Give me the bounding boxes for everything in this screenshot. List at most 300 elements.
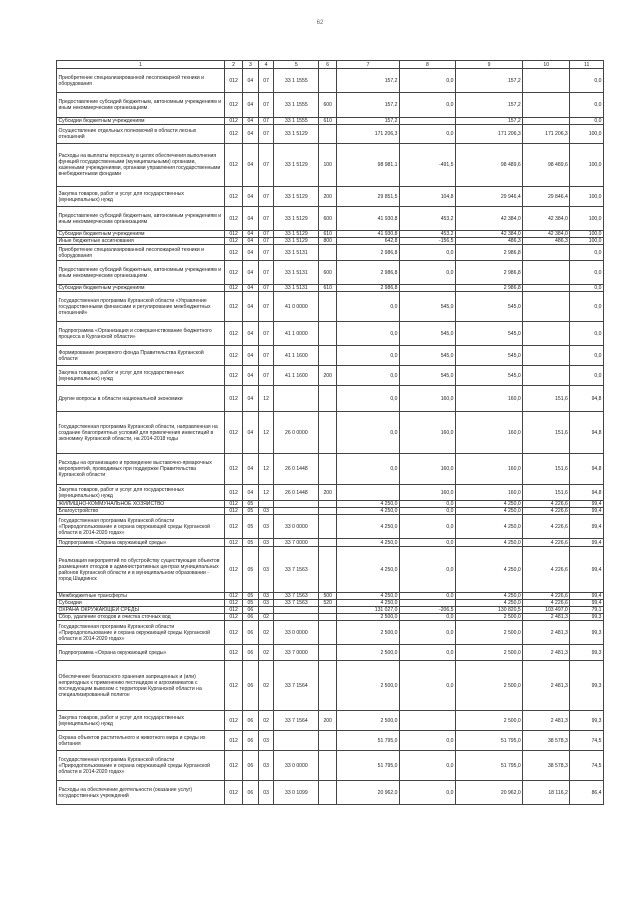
execution-percent: 74,5: [570, 731, 604, 751]
page-number: 62: [316, 20, 324, 26]
subsection-code: [258, 607, 274, 614]
item-name: Государственная программа Курганской области «Природопользование и охрана окружающей среды Курганской области в 2014-2020 годах»: [57, 515, 225, 539]
revised-plan: 4 250,0: [455, 508, 522, 515]
execution-percent: 100,0: [570, 238, 604, 245]
subsection-code: [258, 501, 274, 508]
target-code: 26 0 0000: [274, 412, 319, 454]
item-name: Закупка товаров, работ и услуг для государственных (муниципальных) нужд: [57, 366, 225, 386]
subsection-code: 07: [258, 245, 274, 261]
table-row: [57, 607, 604, 614]
revised-plan: 160,0: [455, 485, 522, 501]
expense-type: [319, 346, 337, 366]
executed: 2 481,3: [523, 711, 570, 731]
executed: 98 489,6: [523, 144, 570, 187]
column-number: 4: [258, 61, 274, 69]
changes: 453,2: [399, 231, 455, 238]
item-name: Государственная программа Курганской области «Управление государственными финансами и регулирование межбюджетных отношений»: [57, 292, 225, 322]
subsection-code: 07: [258, 207, 274, 231]
item-name: Охрана объектов растительного и животного мира и среды их обитания: [57, 731, 225, 751]
executed: [523, 322, 570, 346]
table-row: [57, 454, 604, 485]
subsection-code: 03: [258, 508, 274, 515]
approved-plan: 157,2: [337, 118, 400, 125]
table-row: [57, 547, 604, 593]
executed: 42 384,0: [523, 231, 570, 238]
table-row: [57, 346, 604, 366]
subsection-code: 02: [258, 621, 274, 645]
revised-plan: 4 250,0: [455, 593, 522, 600]
admin-code: 012: [225, 187, 243, 207]
admin-code: 012: [225, 207, 243, 231]
executed: 103 497,0: [523, 607, 570, 614]
target-code: 33 0 0000: [274, 621, 319, 645]
executed: 171 206,3: [523, 125, 570, 144]
item-name: Расходы на обеспечение деятельности (оказание услуг) государственных учреждений: [57, 781, 225, 805]
target-code: 33 1 5129: [274, 238, 319, 245]
target-code: [274, 607, 319, 614]
expense-type: [319, 508, 337, 515]
item-name: Межбюджетные трансферты: [57, 593, 225, 600]
admin-code: 012: [225, 593, 243, 600]
subsection-code: 03: [258, 731, 274, 751]
table-row: [57, 600, 604, 607]
expense-type: [319, 731, 337, 751]
table-row: [57, 125, 604, 144]
section-code: 05: [243, 515, 259, 539]
approved-plan: 2 500,0: [337, 661, 400, 711]
expense-type: 610: [319, 118, 337, 125]
column-number: 10: [523, 61, 570, 69]
item-name: Подпрограмма «Охрана окружающей среды»: [57, 645, 225, 661]
executed: [523, 346, 570, 366]
table-row: [57, 593, 604, 600]
table-row: [57, 231, 604, 238]
revised-plan: 2 986,8: [455, 261, 522, 285]
changes: 545,0: [399, 346, 455, 366]
revised-plan: 2 986,8: [455, 245, 522, 261]
target-code: 41 0 0000: [274, 292, 319, 322]
column-number: 5: [274, 61, 319, 69]
table-row: [57, 751, 604, 781]
execution-percent: 94,8: [570, 485, 604, 501]
table-row: [57, 781, 604, 805]
execution-percent: 0,0: [570, 69, 604, 93]
expense-type: [319, 607, 337, 614]
expense-type: [319, 781, 337, 805]
execution-percent: 94,8: [570, 412, 604, 454]
target-code: 33 0 0000: [274, 751, 319, 781]
table-row: [57, 118, 604, 125]
target-code: 33 1 1555: [274, 118, 319, 125]
budget-table: [56, 60, 604, 805]
changes: 0,0: [399, 69, 455, 93]
revised-plan: 2 500,0: [455, 711, 522, 731]
approved-plan: 4 250,0: [337, 547, 400, 593]
approved-plan: 20 962,0: [337, 781, 400, 805]
subsection-code: 07: [258, 144, 274, 187]
admin-code: 012: [225, 285, 243, 292]
target-code: 33 1 5129: [274, 144, 319, 187]
admin-code: 012: [225, 661, 243, 711]
section-code: 06: [243, 781, 259, 805]
admin-code: 012: [225, 69, 243, 93]
item-name: Иные бюджетные ассигнования: [57, 238, 225, 245]
subsection-code: 02: [258, 614, 274, 621]
admin-code: 012: [225, 614, 243, 621]
admin-code: 012: [225, 93, 243, 118]
section-code: 04: [243, 187, 259, 207]
approved-plan: 2 500,0: [337, 614, 400, 621]
approved-plan: [337, 485, 400, 501]
approved-plan: 2 986,8: [337, 285, 400, 292]
admin-code: 012: [225, 245, 243, 261]
expense-type: 100: [319, 144, 337, 187]
execution-percent: 99,3: [570, 614, 604, 621]
section-code: 05: [243, 539, 259, 547]
approved-plan: 0,0: [337, 346, 400, 366]
admin-code: 012: [225, 144, 243, 187]
executed: [523, 93, 570, 118]
admin-code: 012: [225, 366, 243, 386]
table-row: [57, 93, 604, 118]
expense-type: [319, 539, 337, 547]
execution-percent: 99,4: [570, 508, 604, 515]
revised-plan: 2 500,0: [455, 645, 522, 661]
section-code: 04: [243, 93, 259, 118]
expense-type: 610: [319, 231, 337, 238]
admin-code: 012: [225, 781, 243, 805]
target-code: 33 1 5129: [274, 187, 319, 207]
section-code: 04: [243, 261, 259, 285]
table-row: [57, 645, 604, 661]
changes: 453,2: [399, 207, 455, 231]
item-name: Субсидии бюджетным учреждениям: [57, 118, 225, 125]
item-name: Приобретение специализированной лесопожарной техники и оборудования: [57, 245, 225, 261]
revised-plan: 4 250,0: [455, 515, 522, 539]
execution-percent: 0,0: [570, 261, 604, 285]
executed: [523, 245, 570, 261]
section-code: 05: [243, 600, 259, 607]
execution-percent: 99,4: [570, 501, 604, 508]
revised-plan: 98 489,6: [455, 144, 522, 187]
admin-code: 012: [225, 501, 243, 508]
target-code: 33 7 1563: [274, 600, 319, 607]
executed: [523, 118, 570, 125]
item-name: ЖИЛИЩНО-КОММУНАЛЬНОЕ ХОЗЯЙСТВО: [57, 501, 225, 508]
table-row: [57, 501, 604, 508]
subsection-code: 12: [258, 485, 274, 501]
revised-plan: 2 986,8: [455, 285, 522, 292]
execution-percent: 99,3: [570, 621, 604, 645]
subsection-code: 07: [258, 125, 274, 144]
item-name: Государственная программа Курганской области, направленная на создание благоприятных условий для привлечения инвестиций в экономику Курганской области, на 2014-2018 годы: [57, 412, 225, 454]
approved-plan: 4 250,0: [337, 501, 400, 508]
approved-plan: 0,0: [337, 322, 400, 346]
executed: [523, 292, 570, 322]
table-row: [57, 322, 604, 346]
subsection-code: 12: [258, 412, 274, 454]
target-code: 26 0 1448: [274, 454, 319, 485]
execution-percent: 74,5: [570, 751, 604, 781]
item-name: Обеспечение безопасного хранения запрещенных и (или) непригодных к применению пестицидов и агрохимикатов с последующим вывозом с территории Курганской области на специализированный полигон: [57, 661, 225, 711]
execution-percent: 100,0: [570, 144, 604, 187]
subsection-code: 07: [258, 69, 274, 93]
revised-plan: 545,0: [455, 366, 522, 386]
section-code: 05: [243, 547, 259, 593]
approved-plan: 157,2: [337, 69, 400, 93]
section-code: 06: [243, 621, 259, 645]
revised-plan: 2 500,0: [455, 621, 522, 645]
section-code: 04: [243, 346, 259, 366]
approved-plan: 0,0: [337, 292, 400, 322]
executed: 4 226,6: [523, 593, 570, 600]
execution-percent: 99,4: [570, 539, 604, 547]
revised-plan: 160,0: [455, 386, 522, 412]
section-code: 04: [243, 485, 259, 501]
section-code: 04: [243, 245, 259, 261]
revised-plan: 2 500,0: [455, 614, 522, 621]
expense-type: [319, 501, 337, 508]
execution-percent: 0,0: [570, 322, 604, 346]
executed: 38 578,3: [523, 751, 570, 781]
section-code: 04: [243, 207, 259, 231]
admin-code: 012: [225, 118, 243, 125]
execution-percent: 100,0: [570, 187, 604, 207]
section-code: 05: [243, 501, 259, 508]
admin-code: 012: [225, 600, 243, 607]
changes: 0,0: [399, 731, 455, 751]
table-row: [57, 285, 604, 292]
subsection-code: 02: [258, 711, 274, 731]
section-code: 04: [243, 322, 259, 346]
changes: [399, 711, 455, 731]
admin-code: 012: [225, 412, 243, 454]
section-code: 04: [243, 454, 259, 485]
executed: 2 481,3: [523, 645, 570, 661]
item-name: Закупка товаров, работ и услуг для государственных (муниципальных) нужд: [57, 485, 225, 501]
executed: [523, 69, 570, 93]
item-name: Подпрограмма «Организация и совершенствование бюджетного процесса в Курганской области»: [57, 322, 225, 346]
expense-type: [319, 386, 337, 412]
changes: 0,0: [399, 661, 455, 711]
changes: [399, 118, 455, 125]
changes: 0,0: [399, 781, 455, 805]
table-row: [57, 144, 604, 187]
admin-code: 012: [225, 731, 243, 751]
revised-plan: 160,0: [455, 412, 522, 454]
target-code: 33 7 1564: [274, 711, 319, 731]
executed: [523, 261, 570, 285]
revised-plan: 171 206,3: [455, 125, 522, 144]
section-code: 05: [243, 508, 259, 515]
admin-code: 012: [225, 485, 243, 501]
expense-type: [319, 515, 337, 539]
item-name: Осуществление отдельных полномочий в области лесных отношений: [57, 125, 225, 144]
admin-code: 012: [225, 508, 243, 515]
target-code: 41 1 1600: [274, 346, 319, 366]
approved-plan: 0,0: [337, 412, 400, 454]
execution-percent: 0,0: [570, 93, 604, 118]
subsection-code: 03: [258, 781, 274, 805]
revised-plan: 130 820,5: [455, 607, 522, 614]
execution-percent: 0,0: [570, 285, 604, 292]
approved-plan: 2 500,0: [337, 645, 400, 661]
approved-plan: 4 250,0: [337, 515, 400, 539]
target-code: 33 0 1099: [274, 781, 319, 805]
changes: 0,0: [399, 621, 455, 645]
expense-type: 600: [319, 261, 337, 285]
execution-percent: 100,0: [570, 207, 604, 231]
target-code: 33 1 1555: [274, 69, 319, 93]
changes: 0,0: [399, 245, 455, 261]
executed: 4 226,6: [523, 501, 570, 508]
section-code: 06: [243, 614, 259, 621]
item-name: Субсидии бюджетным учреждениям: [57, 285, 225, 292]
target-code: 33 7 1563: [274, 547, 319, 593]
changes: 160,0: [399, 412, 455, 454]
executed: 4 226,6: [523, 508, 570, 515]
subsection-code: 12: [258, 386, 274, 412]
target-code: 26 0 1448: [274, 485, 319, 501]
approved-plan: 4 250,0: [337, 593, 400, 600]
revised-plan: 160,0: [455, 454, 522, 485]
item-name: Приобретение специализированной лесопожарной техники и оборудования: [57, 69, 225, 93]
table-row: [57, 508, 604, 515]
target-code: 33 1 5129: [274, 125, 319, 144]
expense-type: [319, 614, 337, 621]
target-code: 33 7 0000: [274, 539, 319, 547]
executed: 4 226,6: [523, 600, 570, 607]
changes: [399, 600, 455, 607]
approved-plan: 2 500,0: [337, 621, 400, 645]
subsection-code: 12: [258, 454, 274, 485]
revised-plan: 486,3: [455, 238, 522, 245]
changes: 0,0: [399, 515, 455, 539]
approved-plan: 4 250,0: [337, 539, 400, 547]
approved-plan: 157,2: [337, 93, 400, 118]
target-code: 33 7 0000: [274, 645, 319, 661]
approved-plan: 41 930,8: [337, 231, 400, 238]
section-code: 04: [243, 69, 259, 93]
executed: [523, 366, 570, 386]
admin-code: 012: [225, 607, 243, 614]
revised-plan: 157,2: [455, 69, 522, 93]
table-row: [57, 515, 604, 539]
item-name: Государственная программа Курганской области «Природопользование и охрана окружающей среды Курганской области в 2014-2020 годах»: [57, 621, 225, 645]
expense-type: [319, 292, 337, 322]
subsection-code: 07: [258, 292, 274, 322]
section-code: 06: [243, 607, 259, 614]
changes: 0,0: [399, 261, 455, 285]
item-name: Предоставление субсидий бюджетным, автономным учреждениям и иным некоммерческим организациям: [57, 207, 225, 231]
target-code: [274, 731, 319, 751]
execution-percent: 99,3: [570, 661, 604, 711]
changes: 160,0: [399, 485, 455, 501]
changes: 160,0: [399, 386, 455, 412]
target-code: 33 1 5131: [274, 285, 319, 292]
expense-type: [319, 751, 337, 781]
admin-code: 012: [225, 539, 243, 547]
expense-type: [319, 322, 337, 346]
executed: 29 846,4: [523, 187, 570, 207]
expense-type: 800: [319, 238, 337, 245]
approved-plan: 51 795,0: [337, 751, 400, 781]
subsection-code: 03: [258, 539, 274, 547]
section-code: 06: [243, 711, 259, 731]
executed: 18 116,2: [523, 781, 570, 805]
target-code: 33 7 1563: [274, 593, 319, 600]
executed: 2 481,3: [523, 661, 570, 711]
column-number: 8: [399, 61, 455, 69]
approved-plan: 0,0: [337, 366, 400, 386]
item-name: Сбор, удаление отходов и очистка сточных вод: [57, 614, 225, 621]
table-row: [57, 614, 604, 621]
target-code: [274, 501, 319, 508]
execution-percent: 99,3: [570, 711, 604, 731]
execution-percent: 99,4: [570, 515, 604, 539]
column-number: 3: [243, 61, 259, 69]
expense-type: 600: [319, 207, 337, 231]
execution-percent: 79,1: [570, 607, 604, 614]
expense-type: [319, 412, 337, 454]
changes: 0,0: [399, 501, 455, 508]
expense-type: 200: [319, 711, 337, 731]
admin-code: 012: [225, 238, 243, 245]
table-row: [57, 238, 604, 245]
subsection-code: 07: [258, 118, 274, 125]
table-row: [57, 245, 604, 261]
target-code: [274, 614, 319, 621]
expense-type: 600: [319, 93, 337, 118]
table-row: [57, 539, 604, 547]
executed: 486,3: [523, 238, 570, 245]
section-code: 06: [243, 751, 259, 781]
revised-plan: 157,2: [455, 118, 522, 125]
admin-code: 012: [225, 231, 243, 238]
target-code: 41 1 0000: [274, 322, 319, 346]
column-number: 2: [225, 61, 243, 69]
executed: 42 384,0: [523, 207, 570, 231]
execution-percent: 86,4: [570, 781, 604, 805]
item-name: Субсидии: [57, 600, 225, 607]
admin-code: 012: [225, 454, 243, 485]
table-row: [57, 386, 604, 412]
column-number: 1: [57, 61, 225, 69]
expense-type: 200: [319, 366, 337, 386]
table-row: [57, 292, 604, 322]
changes: 545,0: [399, 322, 455, 346]
expense-type: [319, 454, 337, 485]
expense-type: [319, 125, 337, 144]
admin-code: 012: [225, 621, 243, 645]
changes: 0,0: [399, 751, 455, 781]
changes: 0,0: [399, 614, 455, 621]
executed: 38 578,3: [523, 731, 570, 751]
item-name: Закупка товаров, работ и услуг для государственных (муниципальных) нужд: [57, 187, 225, 207]
changes: 0,0: [399, 645, 455, 661]
item-name: Предоставление субсидий бюджетным, автономным учреждениям и иным некоммерческим организациям: [57, 261, 225, 285]
changes: [399, 285, 455, 292]
expense-type: 520: [319, 600, 337, 607]
changes: 545,0: [399, 292, 455, 322]
approved-plan: 2 986,8: [337, 245, 400, 261]
revised-plan: 545,0: [455, 346, 522, 366]
item-name: Расходы на выплаты персоналу в целях обеспечения выполнения функций государственными (муниципальными) органами, казенными учреждениями, органами управления государственными внебюджетными фондами: [57, 144, 225, 187]
section-code: 04: [243, 125, 259, 144]
column-number: 9: [455, 61, 522, 69]
revised-plan: 51 795,0: [455, 731, 522, 751]
target-code: 33 1 5131: [274, 261, 319, 285]
